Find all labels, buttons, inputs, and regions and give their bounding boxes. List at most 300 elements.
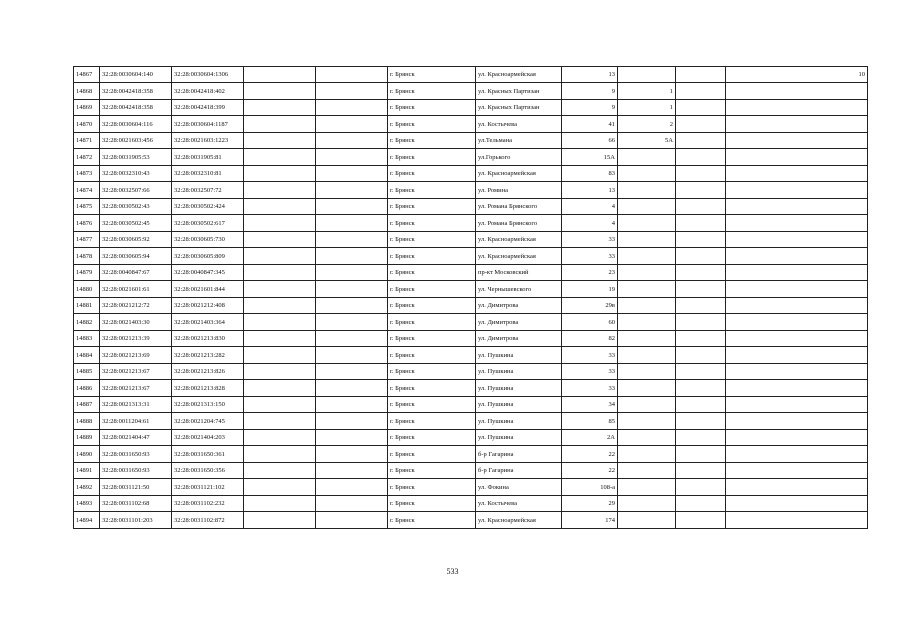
table-row [74,413,868,430]
building-cell [618,397,676,413]
apartment-cell [676,265,726,281]
apartment-cell [676,248,726,265]
row-number: 14894 [74,512,100,529]
city-cell: г. Брянск [388,298,476,314]
apartment-cell [676,199,726,215]
empty-cell [244,331,316,347]
empty-cell [316,430,388,446]
row-number: 14869 [74,100,100,116]
house-number-cell: 13 [562,182,618,199]
empty-cell [244,413,316,430]
value-cell [726,265,868,281]
object-cadastral-number: 32:28:0040847:345 [172,265,244,281]
table-row [74,166,868,182]
building-cell [618,232,676,248]
parcel-cadastral-number: 32:28:0031102:68 [100,496,172,512]
building-cell [618,446,676,463]
table-row [74,479,868,496]
value-cell [726,380,868,397]
object-cadastral-number: 32:28:0021204:745 [172,413,244,430]
city-cell: г. Брянск [388,446,476,463]
empty-cell [244,347,316,364]
table-row [74,265,868,281]
empty-cell [316,298,388,314]
value-cell [726,83,868,100]
empty-cell [316,133,388,149]
street-cell: ул. Красноармейская [476,248,562,265]
value-cell [726,248,868,265]
table-row [74,199,868,215]
row-number: 14887 [74,397,100,413]
building-cell [618,347,676,364]
parcel-cadastral-number: 32:28:0021601:61 [100,281,172,298]
object-cadastral-number: 32:28:0021213:282 [172,347,244,364]
house-number-cell: 29в [562,298,618,314]
city-cell: г. Брянск [388,133,476,149]
row-number: 14877 [74,232,100,248]
value-cell [726,446,868,463]
house-number-cell: 9 [562,100,618,116]
house-number-cell: 174 [562,512,618,529]
table-row [74,463,868,479]
building-cell [618,331,676,347]
table-row [74,331,868,347]
table-row [74,149,868,166]
building-cell [618,182,676,199]
value-cell [726,199,868,215]
empty-cell [244,463,316,479]
parcel-cadastral-number: 32:28:0030502:43 [100,199,172,215]
object-cadastral-number: 32:28:0021403:364 [172,314,244,331]
empty-cell [316,67,388,83]
building-cell [618,314,676,331]
parcel-cadastral-number: 32:28:0030605:92 [100,232,172,248]
row-number: 14871 [74,133,100,149]
empty-cell [244,512,316,529]
parcel-cadastral-number: 32:28:0032310:43 [100,166,172,182]
apartment-cell [676,215,726,232]
house-number-cell: 2А [562,430,618,446]
street-cell: ул. Димитрова [476,331,562,347]
registry-table [73,66,868,529]
city-cell: г. Брянск [388,512,476,529]
empty-cell [244,248,316,265]
value-cell [726,496,868,512]
building-cell [618,199,676,215]
empty-cell [316,116,388,133]
value-cell [726,413,868,430]
apartment-cell [676,397,726,413]
empty-cell [316,265,388,281]
row-number: 14880 [74,281,100,298]
parcel-cadastral-number: 32:28:0031905:53 [100,149,172,166]
city-cell: г. Брянск [388,265,476,281]
street-cell: ул.Горького [476,149,562,166]
apartment-cell [676,380,726,397]
row-number: 14876 [74,215,100,232]
apartment-cell [676,314,726,331]
value-cell [726,314,868,331]
building-cell [618,430,676,446]
empty-cell [244,199,316,215]
city-cell: г. Брянск [388,149,476,166]
city-cell: г. Брянск [388,479,476,496]
row-number: 14874 [74,182,100,199]
apartment-cell [676,232,726,248]
house-number-cell: 33 [562,248,618,265]
object-cadastral-number: 32:28:0021404:203 [172,430,244,446]
building-cell [618,496,676,512]
house-number-cell: 22 [562,446,618,463]
empty-cell [316,248,388,265]
value-cell [726,347,868,364]
empty-cell [244,83,316,100]
building-cell [618,265,676,281]
value-cell [726,100,868,116]
parcel-cadastral-number: 32:28:0030604:140 [100,67,172,83]
empty-cell [244,133,316,149]
building-cell [618,166,676,182]
apartment-cell [676,446,726,463]
empty-cell [244,215,316,232]
row-number: 14893 [74,496,100,512]
value-cell [726,116,868,133]
object-cadastral-number: 32:28:0030604:1306 [172,67,244,83]
value-cell [726,479,868,496]
empty-cell [244,116,316,133]
parcel-cadastral-number: 32:28:0040847:67 [100,265,172,281]
object-cadastral-number: 32:28:0021213:826 [172,364,244,380]
building-cell: 5А [618,133,676,149]
city-cell: г. Брянск [388,496,476,512]
table-row [74,496,868,512]
object-cadastral-number: 32:28:0032507:72 [172,182,244,199]
city-cell: г. Брянск [388,83,476,100]
object-cadastral-number: 32:28:0031121:102 [172,479,244,496]
value-cell: 10 [726,67,868,83]
building-cell [618,512,676,529]
building-cell: 1 [618,100,676,116]
apartment-cell [676,100,726,116]
table-row [74,67,868,83]
building-cell [618,364,676,380]
apartment-cell [676,298,726,314]
street-cell: пр-кт Московский [476,265,562,281]
table-row [74,512,868,529]
street-cell: ул. Чернышевского [476,281,562,298]
table-row [74,380,868,397]
parcel-cadastral-number: 32:28:0031121:50 [100,479,172,496]
parcel-cadastral-number: 32:28:0032507:66 [100,182,172,199]
building-cell [618,298,676,314]
parcel-cadastral-number: 32:28:0031650:93 [100,463,172,479]
empty-cell [244,100,316,116]
row-number: 14886 [74,380,100,397]
apartment-cell [676,67,726,83]
object-cadastral-number: 32:28:0042418:402 [172,83,244,100]
street-cell: ул. Красных Партизан [476,100,562,116]
object-cadastral-number: 32:28:0030502:424 [172,199,244,215]
apartment-cell [676,331,726,347]
street-cell: ул. Красноармейская [476,512,562,529]
building-cell [618,380,676,397]
house-number-cell: 15А [562,149,618,166]
house-number-cell: 34 [562,397,618,413]
empty-cell [244,397,316,413]
object-cadastral-number: 32:28:0021212:408 [172,298,244,314]
city-cell: г. Брянск [388,397,476,413]
building-cell [618,281,676,298]
row-number: 14870 [74,116,100,133]
city-cell: г. Брянск [388,116,476,133]
house-number-cell: 85 [562,413,618,430]
street-cell: ул. Фокина [476,479,562,496]
apartment-cell [676,182,726,199]
empty-cell [316,512,388,529]
empty-cell [244,430,316,446]
street-cell: ул. Красноармейская [476,67,562,83]
apartment-cell [676,413,726,430]
empty-cell [316,331,388,347]
street-cell: ул. Романа Брянского [476,199,562,215]
empty-cell [316,215,388,232]
row-number: 14868 [74,83,100,100]
house-number-cell: 19 [562,281,618,298]
empty-cell [244,281,316,298]
parcel-cadastral-number: 32:28:0031650:93 [100,446,172,463]
empty-cell [316,397,388,413]
object-cadastral-number: 32:28:0021213:828 [172,380,244,397]
house-number-cell: 29 [562,496,618,512]
table-row [74,100,868,116]
empty-cell [316,100,388,116]
empty-cell [316,479,388,496]
empty-cell [244,479,316,496]
value-cell [726,149,868,166]
empty-cell [244,314,316,331]
object-cadastral-number: 32:28:0030605:730 [172,232,244,248]
table-row [74,347,868,364]
house-number-cell: 33 [562,232,618,248]
parcel-cadastral-number: 32:28:0030605:94 [100,248,172,265]
city-cell: г. Брянск [388,380,476,397]
empty-cell [244,232,316,248]
table-row [74,446,868,463]
apartment-cell [676,116,726,133]
table-row [74,215,868,232]
object-cadastral-number: 32:28:0030604:1187 [172,116,244,133]
row-number: 14889 [74,430,100,446]
parcel-cadastral-number: 32:28:0031101:203 [100,512,172,529]
empty-cell [244,182,316,199]
house-number-cell: 41 [562,116,618,133]
apartment-cell [676,83,726,100]
row-number: 14875 [74,199,100,215]
row-number: 14891 [74,463,100,479]
city-cell: г. Брянск [388,215,476,232]
object-cadastral-number: 32:28:0021213:830 [172,331,244,347]
table-row [74,116,868,133]
street-cell: ул. Димитрова [476,314,562,331]
empty-cell [316,149,388,166]
empty-cell [316,496,388,512]
parcel-cadastral-number: 32:28:0021213:67 [100,364,172,380]
parcel-cadastral-number: 32:28:0042418:358 [100,83,172,100]
building-cell [618,413,676,430]
object-cadastral-number: 32:28:0030605:809 [172,248,244,265]
row-number: 14882 [74,314,100,331]
city-cell: г. Брянск [388,67,476,83]
value-cell [726,182,868,199]
street-cell: ул. Костычева [476,116,562,133]
empty-cell [316,166,388,182]
row-number: 14872 [74,149,100,166]
empty-cell [316,281,388,298]
parcel-cadastral-number: 32:28:0021404:47 [100,430,172,446]
value-cell [726,430,868,446]
empty-cell [244,380,316,397]
value-cell [726,215,868,232]
empty-cell [316,314,388,331]
street-cell: б-р Гагарина [476,446,562,463]
apartment-cell [676,512,726,529]
value-cell [726,512,868,529]
value-cell [726,281,868,298]
value-cell [726,397,868,413]
street-cell: ул. Димитрова [476,298,562,314]
empty-cell [244,67,316,83]
house-number-cell: 33 [562,380,618,397]
object-cadastral-number: 32:28:0030502:617 [172,215,244,232]
parcel-cadastral-number: 32:28:0021213:67 [100,380,172,397]
city-cell: г. Брянск [388,199,476,215]
house-number-cell: 60 [562,314,618,331]
apartment-cell [676,430,726,446]
parcel-cadastral-number: 32:28:0021212:72 [100,298,172,314]
object-cadastral-number: 32:28:0042418:399 [172,100,244,116]
table-row [74,83,868,100]
empty-cell [316,364,388,380]
parcel-cadastral-number: 32:28:0011204:61 [100,413,172,430]
street-cell: ул. Романа Брянского [476,215,562,232]
parcel-cadastral-number: 32:28:0021403:30 [100,314,172,331]
house-number-cell: 13 [562,67,618,83]
empty-cell [316,446,388,463]
empty-cell [244,166,316,182]
house-number-cell: 4 [562,215,618,232]
house-number-cell: 4 [562,199,618,215]
parcel-cadastral-number: 32:28:0030604:116 [100,116,172,133]
apartment-cell [676,364,726,380]
empty-cell [316,463,388,479]
city-cell: г. Брянск [388,232,476,248]
row-number: 14878 [74,248,100,265]
value-cell [726,133,868,149]
value-cell [726,298,868,314]
street-cell: ул. Костычева [476,496,562,512]
house-number-cell: 9 [562,83,618,100]
empty-cell [316,380,388,397]
object-cadastral-number: 32:28:0021313:150 [172,397,244,413]
value-cell [726,166,868,182]
row-number: 14888 [74,413,100,430]
city-cell: г. Брянск [388,182,476,199]
table-row [74,133,868,149]
empty-cell [244,446,316,463]
house-number-cell: 33 [562,364,618,380]
row-number: 14881 [74,298,100,314]
street-cell: ул. Ромина [476,182,562,199]
house-number-cell: 82 [562,331,618,347]
house-number-cell: 23 [562,265,618,281]
empty-cell [316,199,388,215]
building-cell [618,215,676,232]
street-cell: ул. Пушкина [476,397,562,413]
house-number-cell: 33 [562,347,618,364]
house-number-cell: 66 [562,133,618,149]
city-cell: г. Брянск [388,100,476,116]
value-cell [726,364,868,380]
value-cell [726,331,868,347]
table-row [74,232,868,248]
street-cell: ул.Тельмана [476,133,562,149]
table-row [74,430,868,446]
street-cell: ул. Пушкина [476,364,562,380]
street-cell: ул. Красных Партизан [476,83,562,100]
building-cell: 2 [618,116,676,133]
building-cell [618,67,676,83]
city-cell: г. Брянск [388,314,476,331]
street-cell: ул. Пушкина [476,347,562,364]
building-cell [618,479,676,496]
object-cadastral-number: 32:28:0031102:872 [172,512,244,529]
object-cadastral-number: 32:28:0032310:81 [172,166,244,182]
table-row [74,248,868,265]
apartment-cell [676,463,726,479]
empty-cell [244,265,316,281]
city-cell: г. Брянск [388,248,476,265]
empty-cell [244,149,316,166]
row-number: 14879 [74,265,100,281]
city-cell: г. Брянск [388,430,476,446]
house-number-cell: 22 [562,463,618,479]
empty-cell [316,347,388,364]
building-cell: 1 [618,83,676,100]
apartment-cell [676,347,726,364]
table-row [74,314,868,331]
parcel-cadastral-number: 32:28:0030502:45 [100,215,172,232]
street-cell: ул. Пушкина [476,413,562,430]
city-cell: г. Брянск [388,413,476,430]
city-cell: г. Брянск [388,364,476,380]
building-cell [618,149,676,166]
table-row [74,281,868,298]
row-number: 14873 [74,166,100,182]
row-number: 14883 [74,331,100,347]
parcel-cadastral-number: 32:28:0021603:456 [100,133,172,149]
object-cadastral-number: 32:28:0021603:1223 [172,133,244,149]
city-cell: г. Брянск [388,463,476,479]
street-cell: ул. Пушкина [476,380,562,397]
building-cell [618,463,676,479]
object-cadastral-number: 32:28:0021601:844 [172,281,244,298]
apartment-cell [676,149,726,166]
empty-cell [316,232,388,248]
street-cell: ул. Красноармейская [476,166,562,182]
apartment-cell [676,479,726,496]
empty-cell [244,496,316,512]
row-number: 14885 [74,364,100,380]
